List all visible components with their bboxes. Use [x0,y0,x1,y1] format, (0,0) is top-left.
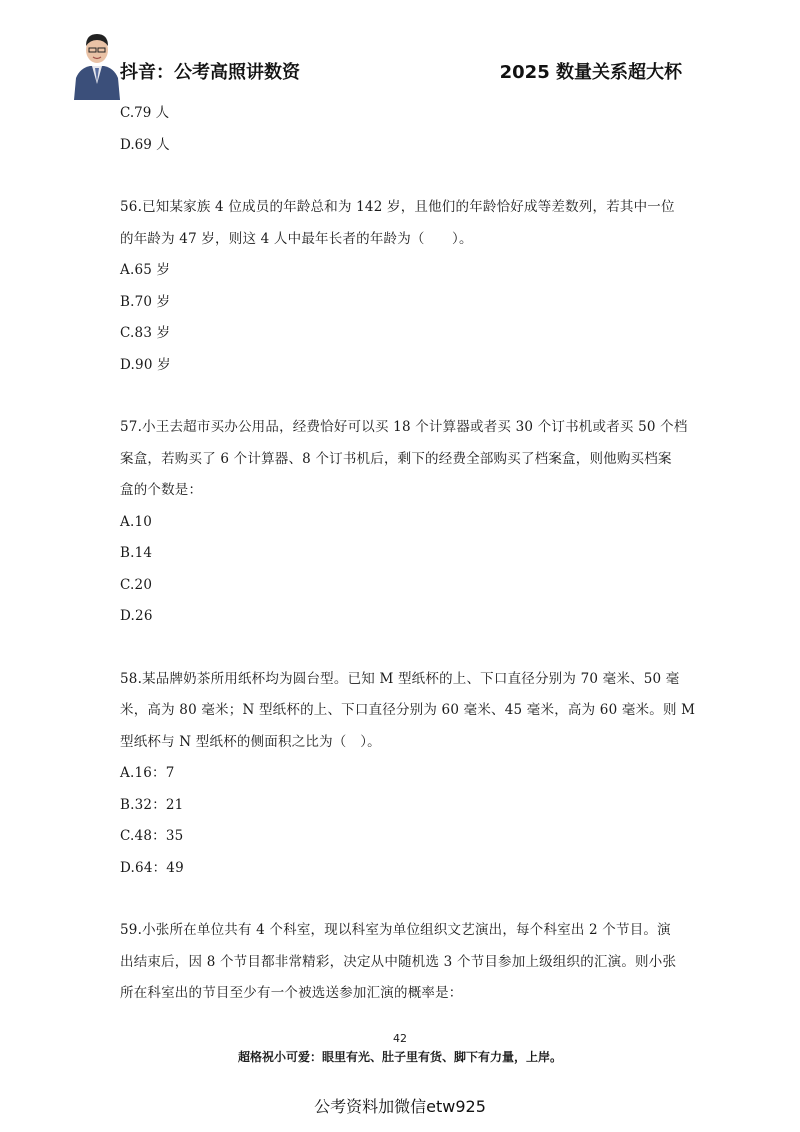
answer-option: B.32：21 [120,796,184,813]
question-text: 56.已知某家族 4 位成员的年龄总和为 142 岁，且他们的年龄恰好成等差数列，若其中一位 [120,199,675,215]
footer-motto: 超格祝小可爱：眼里有光、肚子里有货、脚下有力量，上岸。 [237,1050,562,1064]
question-text: 57.小王去超市买办公用品，经费恰好可以买 18 个计算器或者买 30 个订书机或者买 50 个档 [120,419,688,435]
answer-option: D.64：49 [120,859,184,876]
question-text: 所在科室出的节目至少有一个被选送参加汇演的概率是： [120,985,463,1001]
answer-option: C.20 [120,576,153,593]
answer-option: A.10 [120,513,153,530]
answer-option: C.83 岁 [120,325,171,341]
answer-option: C.48：35 [120,828,184,844]
question-text: 案盒，若购买了 6 个计算器、8 个订书机后，剩下的经费全部购买了档案盒，则他购买档案 [120,450,672,467]
presenter-avatar [68,24,126,100]
question-text: 的年龄为 47 岁，则这 4 人中最年长者的年龄为（ ）。 [120,230,473,247]
question-content [120,98,696,1010]
prev-option: D.69 人 [120,136,170,153]
question-59 [120,915,685,1010]
question-57 [120,412,688,633]
answer-option: A.65 岁 [120,262,171,278]
page-number: 42 [393,1032,407,1045]
header-left-title: 抖音：公考高照讲数资 [120,62,300,83]
header-right-title: 2025 数量关系超大杯 [499,62,682,83]
contact-watermark: 公考资料加微信etw925 [314,1097,486,1116]
answer-option: B.70 岁 [120,293,171,310]
page-header [0,0,800,100]
question-text: 盒的个数是： [120,482,203,498]
question-58 [120,664,696,885]
answer-option: D.90 岁 [120,356,171,373]
answer-option: D.26 [120,608,153,624]
question-text: 米，高为 80 毫米；N 型纸杯的上、下口直径分别为 60 毫米、45 毫米，高为 60 毫米。则 M [120,702,696,718]
question-56 [120,192,685,381]
question-text: 58.某品牌奶茶所用纸杯均为圆台型。已知 M 型纸杯的上、下口直径分别为 70 毫米、50 毫 [120,670,680,687]
prev-option: C.79 人 [120,105,170,121]
answer-option: A.16：7 [120,765,175,781]
answer-option: B.14 [120,545,153,561]
question-text: 型纸杯与 N 型纸杯的侧面积之比为（ ）。 [120,733,381,750]
question-text: 59.小张所在单位共有 4 个科室，现以科室为单位组织文艺演出，每个科室出 2 个节目。演 [120,922,671,938]
question-text: 出结束后，因 8 个节目都非常精彩，决定从中随机选 3 个节目参加上级组织的汇演。则小张 [120,953,677,970]
